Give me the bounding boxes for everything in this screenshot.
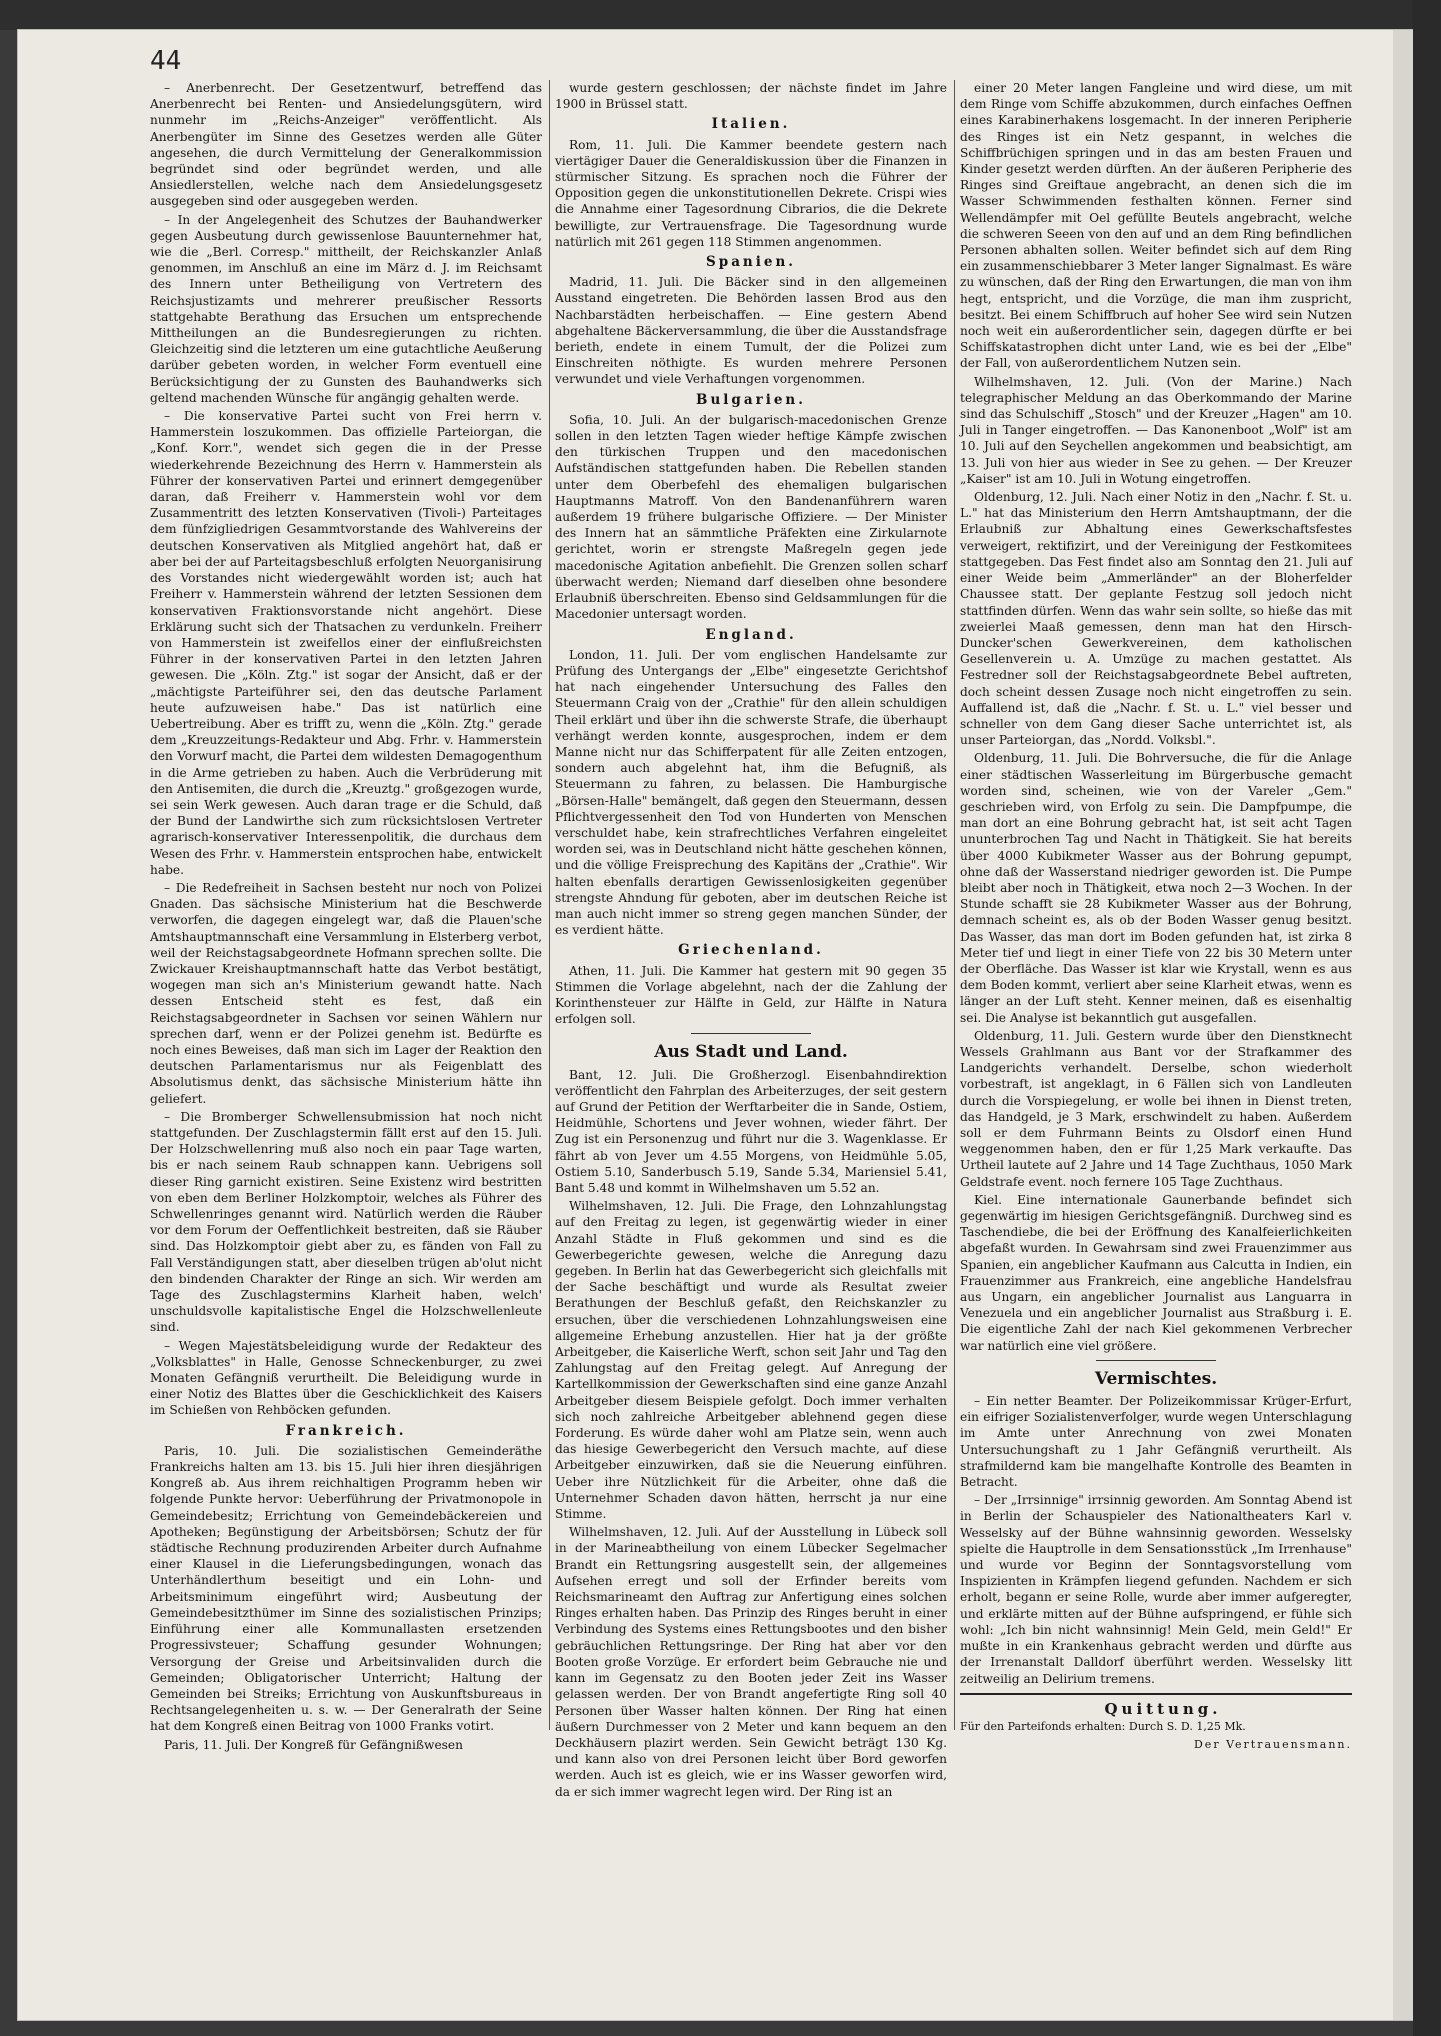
article-paragraph: Oldenburg, 12. Juli. Nach einer Notiz in den „Nachr. f. St. u. L." hat das Ministerium den Herrn Amtshauptmann, der die Erlaubniß zur Abhaltung eines Gewerkschaftsfestes verweigert, rektifizirt, und der Vereinigung der Festkomitees stattgegeben. Das Fest findet also am Sonntag den 21. Juli auf einer Weide beim „Ammerländer" an der Bloherfelder Chaussee statt. Der geplante Festzug soll jedoch nicht stattfinden dürfen. Wenn das wahr sein sollte, so hieße das mit zweierlei Maaß gemessen, denn man hat den Hirsch-Duncker'schen Gewerkvereinen, dem katholischen Gesellenverein u. A. Umzüge zu machen gestattet. Als Festredner soll der Reichstagsabgeordnete Bebel auftreten, doch scheint dessen Zusage noch nicht eingetroffen zu sein. Auffallend ist, daß die „Nachr. f. St. u. L." viel besser und schneller von dem Gang dieser Sache unterrichtet ist, als unser Parteiorgan, das „Nordd. Volksbl.". <box>960 490 1352 748</box>
section-heading: Italien. <box>711 116 791 133</box>
section-heading: Frankreich. <box>285 1422 407 1439</box>
article-paragraph: Wilhelmshaven, 12. Juli. (Von der Marine.) Nach telegraphischer Meldung an das Oberkommando der Marine sind das Schulschiff „Stosch" und der Kreuzer „Hagen" am 10. Juli in Tanger eingetroffen. — Das Kanonenboot „Wolf" ist am 10. Juli auf den Seychellen angekommen und beabsichtigt, am 13. Juli von hier aus wieder in See zu gehen. — Der Kreuzer „Kaiser" ist am 10. Juli in Wotung eingetroffen. <box>960 374 1352 486</box>
scan-border-right <box>1413 0 1441 2036</box>
article-paragraph: – Die Redefreiheit in Sachsen besteht nur noch von Polizei Gnaden. Das sächsische Ministerium hat die Beschwerde verworfen, die dagegen eingelegt war, daß die Plauen'sche Amtshauptmannschaft eine Versammlung in Elsterberg verbot, weil der Reichstagsabgeordnete Hofmann sprechen sollte. Die Zwickauer Kreishauptmannschaft hatte das Verbot bestätigt, wogegen man sich an's Ministerium gewandt hatte. Nach dessen Entscheid steht es fest, daß ein Reichstagsabgeordneter in Sachsen vor seinen Wählern nur sprechen darf, wenn er der Polizei genehm ist. Bedürfte es noch eines Beweises, daß man sich im Lager der Reaktion den deutschen Parlamentarismus nur als Feigenblatt des Absolutismus denkt, das sächsische Ministerium hätte ihn geliefert. <box>150 880 542 1106</box>
divider <box>691 1033 811 1034</box>
article-paragraph: – Anerbenrecht. Der Gesetzentwurf, betreffend das Anerbenrecht bei Renten- und Ansiedelungsgütern, wird nunmehr im „Reichs-Anzeiger" veröffentlicht. Als Anerbengüter im Sinne des Gesetzes werden alle Güter angesehen, die durch Vermittelung der Generalkommission begründet sind oder begründet werden, und alle Ansiedlerstellen, welche nach dem Ansiedelungsgesetz ausgegeben sind oder ausgegeben werden. <box>150 81 542 209</box>
column-1 <box>150 80 542 1755</box>
article-paragraph: – Wegen Majestätsbeleidigung wurde der Redakteur des „Volksblattes" in Halle, Genosse Schneckenburger, zu zwei Monaten Gefängniß verurtheilt. Die Beleidigung wurde in einer Notiz des Blattes über die Geschicklichkeit des Kaisers im Schießen von Rehböcken gefunden. <box>150 1338 542 1418</box>
section-heading: Spanien. <box>706 254 796 271</box>
receipt-title: Quittung. <box>1104 1699 1222 1718</box>
divider <box>1096 1360 1216 1361</box>
article-paragraph: – Die Bromberger Schwellensubmission hat noch nicht stattgefunden. Der Zuschlagstermin fällt erst auf den 15. Juli. Der Holzschwellenring muß also noch ein paar Tage warten, bis er nach seinem Raub schnappen kann. Uebrigens soll dieser Ring garnicht existiren. Seine Existenz wird bestritten von eben dem Berliner Holzkomptoir, welches als Führer des Schwellenringes genannt wird. Natürlich werden die Räuber vor dem Forum der Oeffentlichkeit bestreiten, daß sie Räuber sind. Das Holzkomptoir giebt aber zu, es fänden von Fall zu Fall Verständigungen statt, aber dieselben trügen ab'olut nicht den bindenden Charakter der Ringe an sich. Wir werden am Tage des Zuschlagstermins Klarheit haben, welch' unschuldsvolle kapitalistische Engel die Holzschwellenleute sind. <box>150 1109 542 1335</box>
article-paragraph: Kiel. Eine internationale Gaunerbande befindet sich gegenwärtig im hiesigen Gerichtsgefängniß. Durchweg sind es Taschendiebe, die bei der Eröffnung des Kanalfeierlichkeiten abgefaßt wurden. In Gewahrsam sind zwei Frauenzimmer aus Spanien, ein angeblicher Kaufmann aus Calcutta in Indien, ein Frauenzimmer aus Frankreich, eine angebliche Handelsfrau aus Ungarn, ein angeblicher Journalist aus Languarra in Venezuela und ein angeblicher Journalist aus Straßburg i. E. Die eigentliche Zahl der nach Kiel gekommenen Verbrecher war natürlich eine viel größere. <box>960 1192 1352 1353</box>
section-heading-large: Vermischtes. <box>1094 1368 1218 1389</box>
article-paragraph: – Die konservative Partei sucht von Frei herrn v. Hammerstein loszukommen. Das offizielle Parteiorgan, die „Konf. Korr.", wendet sich gegen die in der Presse wiederkehrende Bezeichnung des Herrn v. Hammerstein als Führer der konservativen Partei und erinnert demgegenüber daran, daß Freiherr v. Hammerstein wohl vor dem Zusammentritt des letzten Konservativen (Tivoli-) Parteitages dem fünfzigliedrigen Gesammtvorstande des Wahlvereins der deutschen Konservativen als Mitglied angehört hat, daß er aber bei der auf Parteitagsbeschluß erfolgten Neuorganisirung des Vorstandes nicht wiedergewählt worden ist; auch hat Freiherr v. Hammerstein während der letzten Sessionen dem konservativen Fraktionsvorstande nicht angehört. Diese Erklärung sucht sich der Thatsachen zu verdunkeln. Freiherr von Hammerstein ist zweifellos einer der einflußreichsten Führer in der konservativen Partei in den letzten Jahren gewesen. Die „Köln. Ztg." ist sogar der Ansicht, daß er der „mächtigste Parteiführer sei, den das deutsche Parlament heute aufzuweisen habe." Das ist natürlich eine Uebertreibung. Aber es trifft zu, wenn die „Köln. Ztg." gerade dem „Kreuzzeitungs-Redakteur und Abg. Frhr. v. Hammerstein den Vorwurf macht, die Partei dem wildesten Demagogenthum in die Arme getrieben zu haben. Auch die Verbrüderung mit den Antisemiten, die durch die „Kreuztg." großgezogen wurde, sei sein Werk gewesen. Auch daran trage er die Schuld, daß der Bund der Landwirthe sich zum rücksichtslosen Vertreter agrarisch-konservativer Interessenpolitik, die durchaus dem Wesen des Frhr. v. Hammerstein entsprochen habe, entwickelt habe. <box>150 409 542 877</box>
article-paragraph: – In der Angelegenheit des Schutzes der Bauhandwerker gegen Ausbeutung durch gewissenlose Bauunternehmer hat, wie die „Berl. Corresp." mittheilt, der Reichskanzler Anlaß genommen, im Anschluß an eine im März d. J. im Reichsamt des Innern unter Betheiligung von Vertretern des Reichsjustizamts und mehrerer preußischer Ressorts stattgehabte Berathung das Ersuchen um entsprechende Mittheilungen an die Bundesregierungen zu richten. Gleichzeitig sind die letzteren um eine gutachtliche Aeußerung darüber gebeten worden, in welcher Form eventuell eine Berücksichtigung der zu Gunsten des Bauhandwerks sich geltend machenden Wünsche für angängig gehalten werde. <box>150 212 542 405</box>
article-paragraph: London, 11. Juli. Der vom englischen Handelsamte zur Prüfung des Untergangs der „Elbe" eingesetzte Gerichtshof hat nach eingehender Untersuchung des Falles den Steuermann Craig von der „Crathie" für den allein schuldigen Theil erklärt und über ihn die schwerste Strafe, die überhaupt verhängt werden konnte, ausgesprochen, indem er dem Manne nicht nur das Schifferpatent für alle Zeiten entzogen, sondern auch abgelehnt hat, ihm die Befugniß, als Steuermann zu fahren, zu belassen. Die Hamburgische „Börsen-Halle" bemängelt, daß gegen den Steuermann, dessen Pflichtvergessenheit den Tod von Hunderten von Menschen verschuldet habe, kein strafrechtliches Verfahren eingeleitet worden sei, was in Deutschland nicht hätte geschehen können, und die völlige Freisprechung des Kapitäns der „Crathie". Wir halten ebenfalls derartigen Gewissenlosigkeiten gegenüber strengste Ahndung für geboten, aber im deutschen Reiche ist man auch nicht immer so streng gegen manchen Sünder, der es verdient hätte. <box>555 647 947 938</box>
article-paragraph: Bant, 12. Juli. Die Großherzogl. Eisenbahndirektion veröffentlicht den Fahrplan des Arbeiterzuges, der seit gestern auf Grund der Petition der Werftarbeiter die in Sande, Ostiem, Heidmühle, Schortens und Jever wohnen, wieder fährt. Der Zug ist ein Personenzug und führt nur die 3. Wagenklasse. Er fährt ab von Jever um 4.55 Morgens, von Heidmühle 5.05, Ostiem 5.10, Sanderbusch 5.19, Sande 5.34, Mariensiel 5.41, Bant 5.48 und kommt in Wilhelmshaven um 5.52 an. <box>555 1067 947 1195</box>
article-paragraph: einer 20 Meter langen Fangleine und wird diese, um mit dem Ringe vom Schiffe abzukommen, durch einfaches Oeffnen eines Karabinerhakens losgemacht. In der inneren Peripherie des Ringes ist ein Netz gespannt, in welches die Schiffbrüchigen springen und in das am besten Frauen und Kinder gesetzt werden dürften. An der äußeren Peripherie des Ringes sind Greiftaue angebracht, an denen sich die im Wasser Schwimmenden festhalten können. Ferner sind Wellendämpfer mit Oel gefüllte Beutels angebracht, welche die schweren Seeen von den auf und an dem Ring befindlichen Personen abhalten sollen. Weiter befindet sich auf dem Ring ein zusammenschiebbarer 3 Meter langer Signalmast. Es wäre zu wünschen, daß der Ring den Erwartungen, die man von ihm hegt, entspricht, und die Vorzüge, die man ihm zuspricht, besitzt. Bei einem Schiffbruch auf hoher See wird sein Nutzen noch weit ein außerordentlicher sein, dagegen dürfte er bei Schiffskatastrophen dicht unter Land, wie es bei der „Elbe" der Fall, von außerordentlichem Nutzen sein. <box>960 81 1352 371</box>
article-paragraph: Oldenburg, 11. Juli. Gestern wurde über den Dienstknecht Wessels Grahlmann aus Bant vor der Strafkammer des Landgerichts verhandelt. Derselbe, schon wiederholt vorbestraft, ist angeklagt, in 6 Fällen sich von Landleuten durch die Vorspiegelung, er wolle bei ihnen in Dienst treten, das Handgeld, je 3 Mark, erschwindelt zu haben. Außerdem soll er dem Fuhrmann Beints zu Olsdorf einen Hund weggenommen haben, den er für 1,25 Mark verkaufte. Das Urtheil lautete auf 2 Jahre und 14 Tage Zuchthaus, 1050 Mark Geldstrafe event. noch fernere 105 Tage Zuchthaus. <box>960 1028 1352 1189</box>
column-divider <box>549 80 550 1730</box>
section-heading: Griechenland. <box>678 942 824 959</box>
column-2 <box>555 80 947 1802</box>
column-divider <box>954 80 955 1730</box>
article-paragraph: Madrid, 11. Juli. Die Bäcker sind in den allgemeinen Ausstand eingetreten. Die Behörden lassen Brod aus den Nachbarstädten herbeischaffen. — Eine gestern Abend abgehaltene Bäckerversammlung, die über die Ausstandsfrage berieth, endete in einem Tumult, der die Polizei zum Einschreiten nöthigte. Es wurden mehrere Personen verwundet und viele Verhaftungen vorgenommen. <box>555 275 947 387</box>
section-heading-large: Aus Stadt und Land. <box>654 1042 848 1063</box>
article-paragraph: Athen, 11. Juli. Die Kammer hat gestern mit 90 gegen 35 Stimmen die Vorlage abgelehnt, nach der die Zahlung der Korinthensteuer zur Hälfte in Geld, zur Hälfte in Natura erfolgen soll. <box>555 963 947 1027</box>
article-paragraph: Paris, 10. Juli. Die sozialistischen Gemeinderäthe Frankreichs halten am 13. bis 15. Juli hier ihren diesjährigen Kongreß ab. Aus ihrem reichhaltigen Programm heben wir folgende Punkte hervor: Ueberführung der Privatmonopole in Gemeindebesitz; Errichtung von Gemeindebäckereien und Apotheken; Begünstigung der Arbeitsbörsen; Schutz der für städtische Rechnung produzirenden Arbeiter durch Aufnahme einer Klausel in die Lieferungsbedingungen, wonach das Unterhändlerthum beseitigt und ein Lohn- und Arbeitsminimum eingeführt wird; Ausbeutung der Gemeindebesitzthümer im Sinne des sozialistischen Prinzips; Einführung einer alle Kommunallasten ersetzenden Progressivsteuer; Schaffung gesunder Wohnungen; Versorgung der Greise und Arbeitsinvaliden durch die Gemeinden; Obligatorischer Unterricht; Haltung der Gemeinden bei Streiks; Errichtung von Auskunftsbureaus in Rechtsangelegenheiten u. s. w. — Der Generalrath der Seine hat dem Kongreß einen Beitrag von 1000 Franks votirt. <box>150 1443 542 1734</box>
article-paragraph: Rom, 11. Juli. Die Kammer beendete gestern nach viertägiger Dauer die Generaldiskussion über die Finanzen in stürmischer Sitzung. Es sprachen noch die Führer der Opposition gegen die unkonstitutionellen Dekrete. Crispi wies die Annahme einer Tagesordnung Cibrarios, die die Dekrete bewilligte, zur Vertrauensfrage. Die Tagesordnung wurde natürlich mit 261 gegen 118 Stimmen angenommen. <box>555 137 947 249</box>
divider <box>960 1693 1352 1695</box>
scan-border-top <box>0 0 1441 30</box>
section-heading: Bulgarien. <box>696 391 806 408</box>
article-paragraph: Sofia, 10. Juli. An der bulgarisch-macedonischen Grenze sollen in den letzten Tagen wieder heftige Kämpfe zwischen den türkischen Truppen und den macedonischen Aufständischen stattgefunden haben. Die Rebellen standen unter dem Oberbefehl des ehemaligen bulgarischen Hauptmanns Matroff. Von den Bandenanführern waren außerdem 19 frühere bulgarische Offiziere. — Der Minister des Innern hat an sämmtliche Präfekten eine Zirkularnote gerichtet, worin er strengste Maßregeln gegen jede macedonische Agitation anbefiehlt. Die Grenzen sollen scharf überwacht werden; Niemand darf dieselben ohne besondere Erlaubniß überschreiten. Ebenso sind Geldsammlungen für die Macedonier untersagt worden. <box>555 412 947 622</box>
page-edge-strip <box>1393 30 1413 2020</box>
article-paragraph: – Der „Irrsinnige" irrsinnig geworden. Am Sonntag Abend ist in Berlin der Schauspieler des Nationaltheaters Karl v. Wesselsky auf der Bühne wahnsinnig geworden. Wesselsky spielte die Hauptrolle in dem Sensationsstück „Im Irrenhause" und wurde vor Beginn der Sonntagsvorstellung vom Inspizienten in Krämpfen liegend gefunden. Nachdem er sich erholt, begann er seine Rolle, wurde aber immer aufgeregter, und erklärte mitten auf der Bühne aufspringend, er fühle sich wohl: „Ich bin nicht wahnsinnig! Mein Geld, mein Geld!" Er mußte in ein Krankenhaus gebracht werden und dürfte aus der Irrenanstalt Dalldorf überführt werden. Wesselsky litt zeitweilig an Delirium tremens. <box>960 1493 1352 1686</box>
article-paragraph: Wilhelmshaven, 12. Juli. Auf der Ausstellung in Lübeck soll in der Marineabtheilung von einem Lübecker Segelmacher Brandt ein Rettungsring ausgestellt sein, der allgemeines Aufsehen erregt und soll der Erfinder bereits vom Reichsmarineamt den Auftrag zur Anfertigung eines solchen Ringes erhalten haben. Das Prinzip des Ringes beruht in einer Verbindung des Systems eines Rettungsbootes und den bisher gebräuchlichen Rettungsringe. Der Ring hat aber vor den Booten große Vorzüge. Er erfordert beim Gebrauche nie und kann im Gegensatz zu den Booten jeder Zeit ins Wasser gelassen werden. Der von Brandt angefertigte Ring soll 40 Personen über Wasser halten können. Der Ring hat einen äußern Durchmesser von 2 Meter und kann bequem an den Deckhäusern plazirt werden. Sein Gewicht beträgt 130 Kg. und kann also von drei Personen leicht über Bord geworfen werden. Auch ist es gleich, wie er ins Wasser geworfen wird, da er sich immer wagrecht legen wird. Der Ring ist an <box>555 1525 947 1799</box>
article-paragraph: Oldenburg, 11. Juli. Die Bohrversuche, die für die Anlage einer städtischen Wasserleitung im Bürgerbusche gemacht worden sind, scheinen, wie von der Vareler „Gem." geschrieben wird, von Erfolg zu sein. Die Dampfpumpe, die man dort an eine Bohrung gebracht hat, ist seit acht Tagen ununterbrochen Tag und Nacht in Thätigkeit. Sie hat bereits über 4000 Kubikmeter Wasser aus der Bohrung gepumpt, ohne daß der Wasserstand niedriger geworden ist. Die Pumpe bleibt aber noch in Thätigkeit, etwa noch 2—3 Wochen. In der Stunde schafft sie 28 Kubikmeter Wasser aus der Bohrung, demnach scheint es, als ob der Boden Wasser genug besitzt. Das Wasser, das man dort im Boden gefunden hat, ist zirka 8 Meter tief und liegt in einer Tiefe von 22 bis 30 Metern unter der Oberfläche. Das Wasser ist klar wie Krystall, wenn es aus dem Boden kommt, verliert aber seine Klarheit etwas, wenn es länger an der Luft steht. Kenner meinen, daß es eisenhaltig sei. Die Analyse ist bekanntlich gut ausgefallen. <box>960 751 1352 1025</box>
page-number: 44 <box>150 46 182 76</box>
column-3 <box>960 80 1352 1755</box>
article-paragraph: wurde gestern geschlossen; der nächste findet im Jahre 1900 in Brüssel statt. <box>555 81 947 112</box>
article-paragraph: Wilhelmshaven, 12. Juli. Die Frage, den Lohnzahlungstag auf den Freitag zu legen, ist gegenwärtig wieder in einer Anzahl Städte in Fluß gekommen und sind es die Gewerbegerichte gewesen, welche die Anregung dazu gegeben. In Berlin hat das Gewerbegericht sich gleichfalls mit der Sache beschäftigt und wurde als Resultat zweier Berathungen der Beschluß gefaßt, den Reichskanzler zu ersuchen, über die verschiedenen Lohnzahlungsweisen eine allgemeine Erhebung anzustellen. Hier hat ja der größte Arbeitgeber, die Kaiserliche Werft, schon seit Jahr und Tag den Zahlungstag auf den Freitag gelegt. Auf Anregung der Kartellkommission der Gewerkschaften sind eine ganze Anzahl Arbeitgeber diesem Beispiele gefolgt. Doch immer verhalten sich noch zahlreiche Arbeitgeber ablehnend gegen diese Forderung. Es würde daher wohl am Platze sein, wenn auch das hiesige Gewerbegericht den Versuch machte, auf diese Arbeitgeber einzuwirken, daß sie die Neuerung einführen. Ueber ihre Nützlichkeit für die Arbeiter, ohne daß die Unternehmer Schaden davon hätten, herrscht ja nur eine Stimme. <box>555 1199 947 1522</box>
section-heading: England. <box>705 626 797 643</box>
receipt-line: Für den Parteifonds erhalten: Durch S. D. 1,25 Mk. <box>960 1719 1246 1733</box>
receipt-signature: Der Vertrauensmann. <box>1193 1738 1352 1752</box>
article-paragraph: Paris, 11. Juli. Der Kongreß für Gefängnißwesen <box>164 1737 463 1752</box>
article-paragraph: – Ein netter Beamter. Der Polizeikommissar Krüger-Erfurt, ein eifriger Sozialistenverfolger, wurde wegen Unterschlagung im Amte unter Anrechnung von zwei Monaten Untersuchungshaft zu 1 Jahr Gefängniß verurtheilt. Als strafmildernd kam bie mangelhafte Kontrolle des Beamten in Betracht. <box>960 1394 1352 1490</box>
